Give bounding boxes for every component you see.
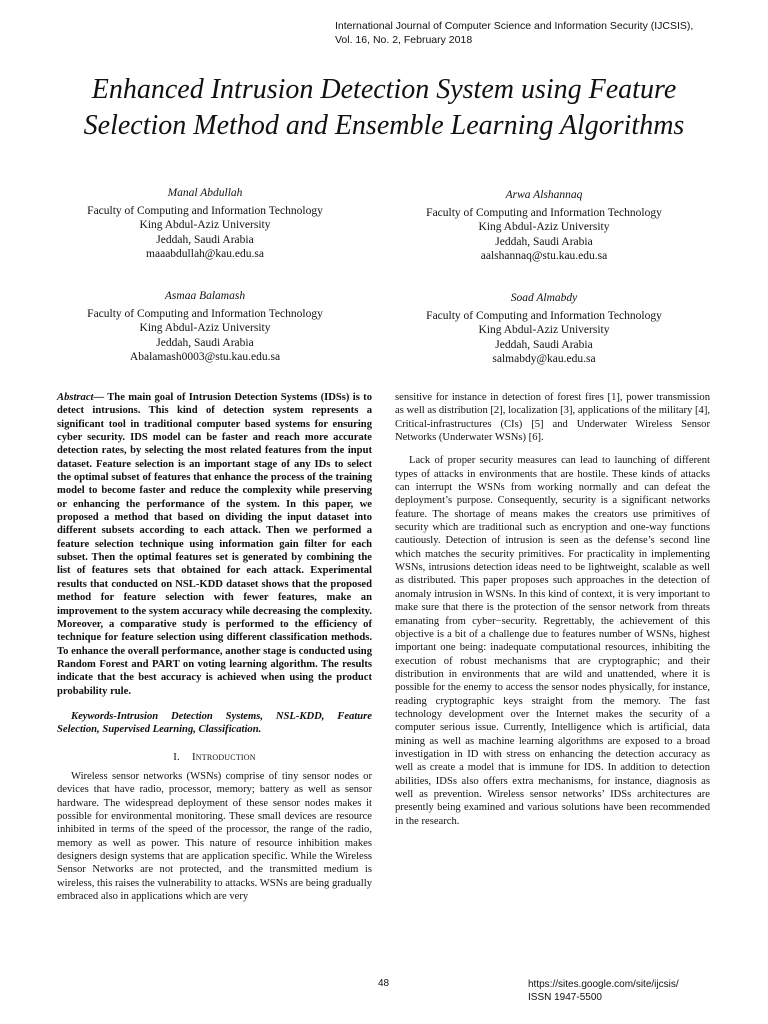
title-line-2: Selection Method and Ensemble Learning Algorithms: [83, 110, 685, 141]
author-city: Jeddah, Saudi Arabia: [156, 233, 254, 246]
section-title: Introduction: [191, 750, 256, 763]
paper-title: [20, 72, 748, 144]
left-column: [57, 391, 372, 903]
author-name: Manal Abdullah: [167, 187, 243, 199]
abstract-text: The main goal of Intrusion Detection Systems (IDSs) is to detect intrusions. This kind of detection system represents a significant tool in traditional computer based systems for ensuring cyber security. IDS model can be faster and reach more accurate detection rates, by selecting the most related features from the input dataset. Feature selection is an important stage of any IDs to select the optimal subset of features that enhance the process of the training model to become faster and reduce the complexity while preserving or enhancing the performance of the system. In this paper, we proposed a method that based on dividing the input dataset into different subsets according to each attack. Then we performed a feature selection technique using information gain filter for each subset. Then the optimal features set is generated by combining the list of features sets that obtained for each attack. Experimental results that conducted on NSL-KDD dataset shows that the proposed method for feature selection with fewer features, make an improvement to the system accuracy while decreasing the complexity. Moreover, a comparative study is performed to the efficiency of technique for feature selection using different classification methods. To enhance the overall performance, another stage is conducted using Random Forest and PART on voting learning algorithm. The results indicate that the best accuracy is achieved when using the product probability rule.: [57, 392, 372, 697]
author-department: Faculty of Computing and Information Technology: [426, 206, 662, 219]
author-block-4: [394, 291, 694, 367]
author-university: King Abdul-Aziz University: [139, 219, 271, 232]
author-university: King Abdul-Aziz University: [478, 221, 610, 234]
journal-volume: Vol. 16, No. 2, February 2018: [335, 33, 473, 46]
author-email: aalshannaq@stu.kau.edu.sa: [480, 250, 608, 263]
author-name: Soad Almabdy: [510, 292, 578, 304]
title-line-1: Enhanced Intrusion Detection System using Feature: [91, 74, 677, 105]
footer: [528, 978, 679, 1004]
right-column: [395, 391, 710, 828]
author-department: Faculty of Computing and Information Technology: [426, 309, 662, 322]
footer-issn: ISSN 1947-5500: [528, 992, 602, 1003]
intro-paragraph-1: Wireless sensor networks (WSNs) comprise of tiny sensor nodes or devices that have radio, processor, memory; battery as well as sensor hardware. The widespread deployment of these sensor nodes makes it possible for environmental monitoring. These small devices are resource inhibited in terms of the speed of the processor, the range of the radio, memory as well as power. This nature of resource inhibition makes designers design systems that are application specific. While the Wireless Sensor Networks are not protected, and the transmitted medium is wireless, this raises the vulnerability to attacks. WSNs are being gradually embraced also in applications which are very: [57, 770, 372, 903]
author-city: Jeddah, Saudi Arabia: [495, 235, 593, 248]
author-city: Jeddah, Saudi Arabia: [156, 336, 254, 349]
author-name: Asmaa Balamash: [164, 290, 246, 302]
author-city: Jeddah, Saudi Arabia: [495, 338, 593, 351]
abstract-dash: —: [93, 392, 108, 403]
author-name: Arwa Alshannaq: [505, 189, 583, 201]
section-heading: [57, 751, 372, 764]
abstract-label: Abstract: [57, 392, 94, 403]
intro-paragraph-2: Lack of proper security measures can lead to launching of different types of attacks in environments that are hostile. These kinds of attacks can interrupt the WSNs from working normally and can defeat the deployment’s purpose. Consequently, security is a significant networks feature. The shortage of means makes the creators use primitives of security which are traditional such as encryption and one-way functions cautiously. Detection of intrusion is seen as the defense’s second line which matches the security primitives. For practicality in implementing WSNs, intrusions detection ideas need to be lightweight, scalable as well as distributed. This paper proposes such approaches in the detection of anomaly intrusion in WSNs. In this kind of context, it is very important to make sure that there is the protection of the sensor network from threats emanating from cyber−security. Regrettably, the achievement of this objective is a bit of a challenge due to features number of WSNs, highest important one being: inadequate computational resources, inhibiting the execution of robust mechanisms that are cryptographic; and their distribution in environments that are wild and unattended, where it is possible for the enemy to access the sensor nodes physically, for instance, reading cryptographic keys straight from the memory. The fast technology development over the Internet makes the security of a computer serious issue. Currently, Intelligence which is artificial, data mining as well as machine learning algorithms are exposed to a broad investigation in ID with stress on enhancing the detection accuracy as well as create a model that is immune for IDS. In addition to detection abilities, IDSs also offers extra mechanisms, for instance, diagnosis as well as prevention. Wireless sensor networks’ IDSs architectures are presently being examined and various solutions have been recommended in the research.: [395, 455, 710, 827]
page-number: 48: [378, 978, 390, 989]
author-department: Faculty of Computing and Information Technology: [87, 307, 323, 320]
section-number: I.: [173, 750, 180, 763]
author-block-1: [55, 186, 355, 262]
author-block-2: [394, 188, 694, 264]
journal-header: [335, 20, 755, 47]
author-email: Abalamash0003@stu.kau.edu.sa: [129, 351, 281, 364]
author-department: Faculty of Computing and Information Technology: [87, 204, 323, 217]
journal-name: International Journal of Computer Science and Information Security (IJCSIS),: [335, 20, 694, 32]
author-email: maaabdullah@kau.edu.sa: [146, 248, 264, 261]
author-email: salmabdy@kau.edu.sa: [492, 353, 596, 366]
keywords: Keywords-Intrusion Detection Systems, NSL-KDD, Feature Selection, Supervised Learning, Classification.: [57, 710, 372, 736]
author-university: King Abdul-Aziz University: [139, 322, 271, 335]
abstract: [57, 391, 372, 698]
author-block-3: [55, 289, 355, 365]
footer-url: https://sites.google.com/site/ijcsis/: [528, 979, 679, 990]
author-university: King Abdul-Aziz University: [478, 324, 610, 337]
intro-paragraph-1-continued: sensitive for instance in detection of forest fires [1], power transmission as well as distribution [2], localization [3], applications of the military [4], Critical-infrastructures (CIs) [5] and Underwater Wireless Sensor Networks (Underwater WSNs) [6].: [395, 392, 710, 444]
